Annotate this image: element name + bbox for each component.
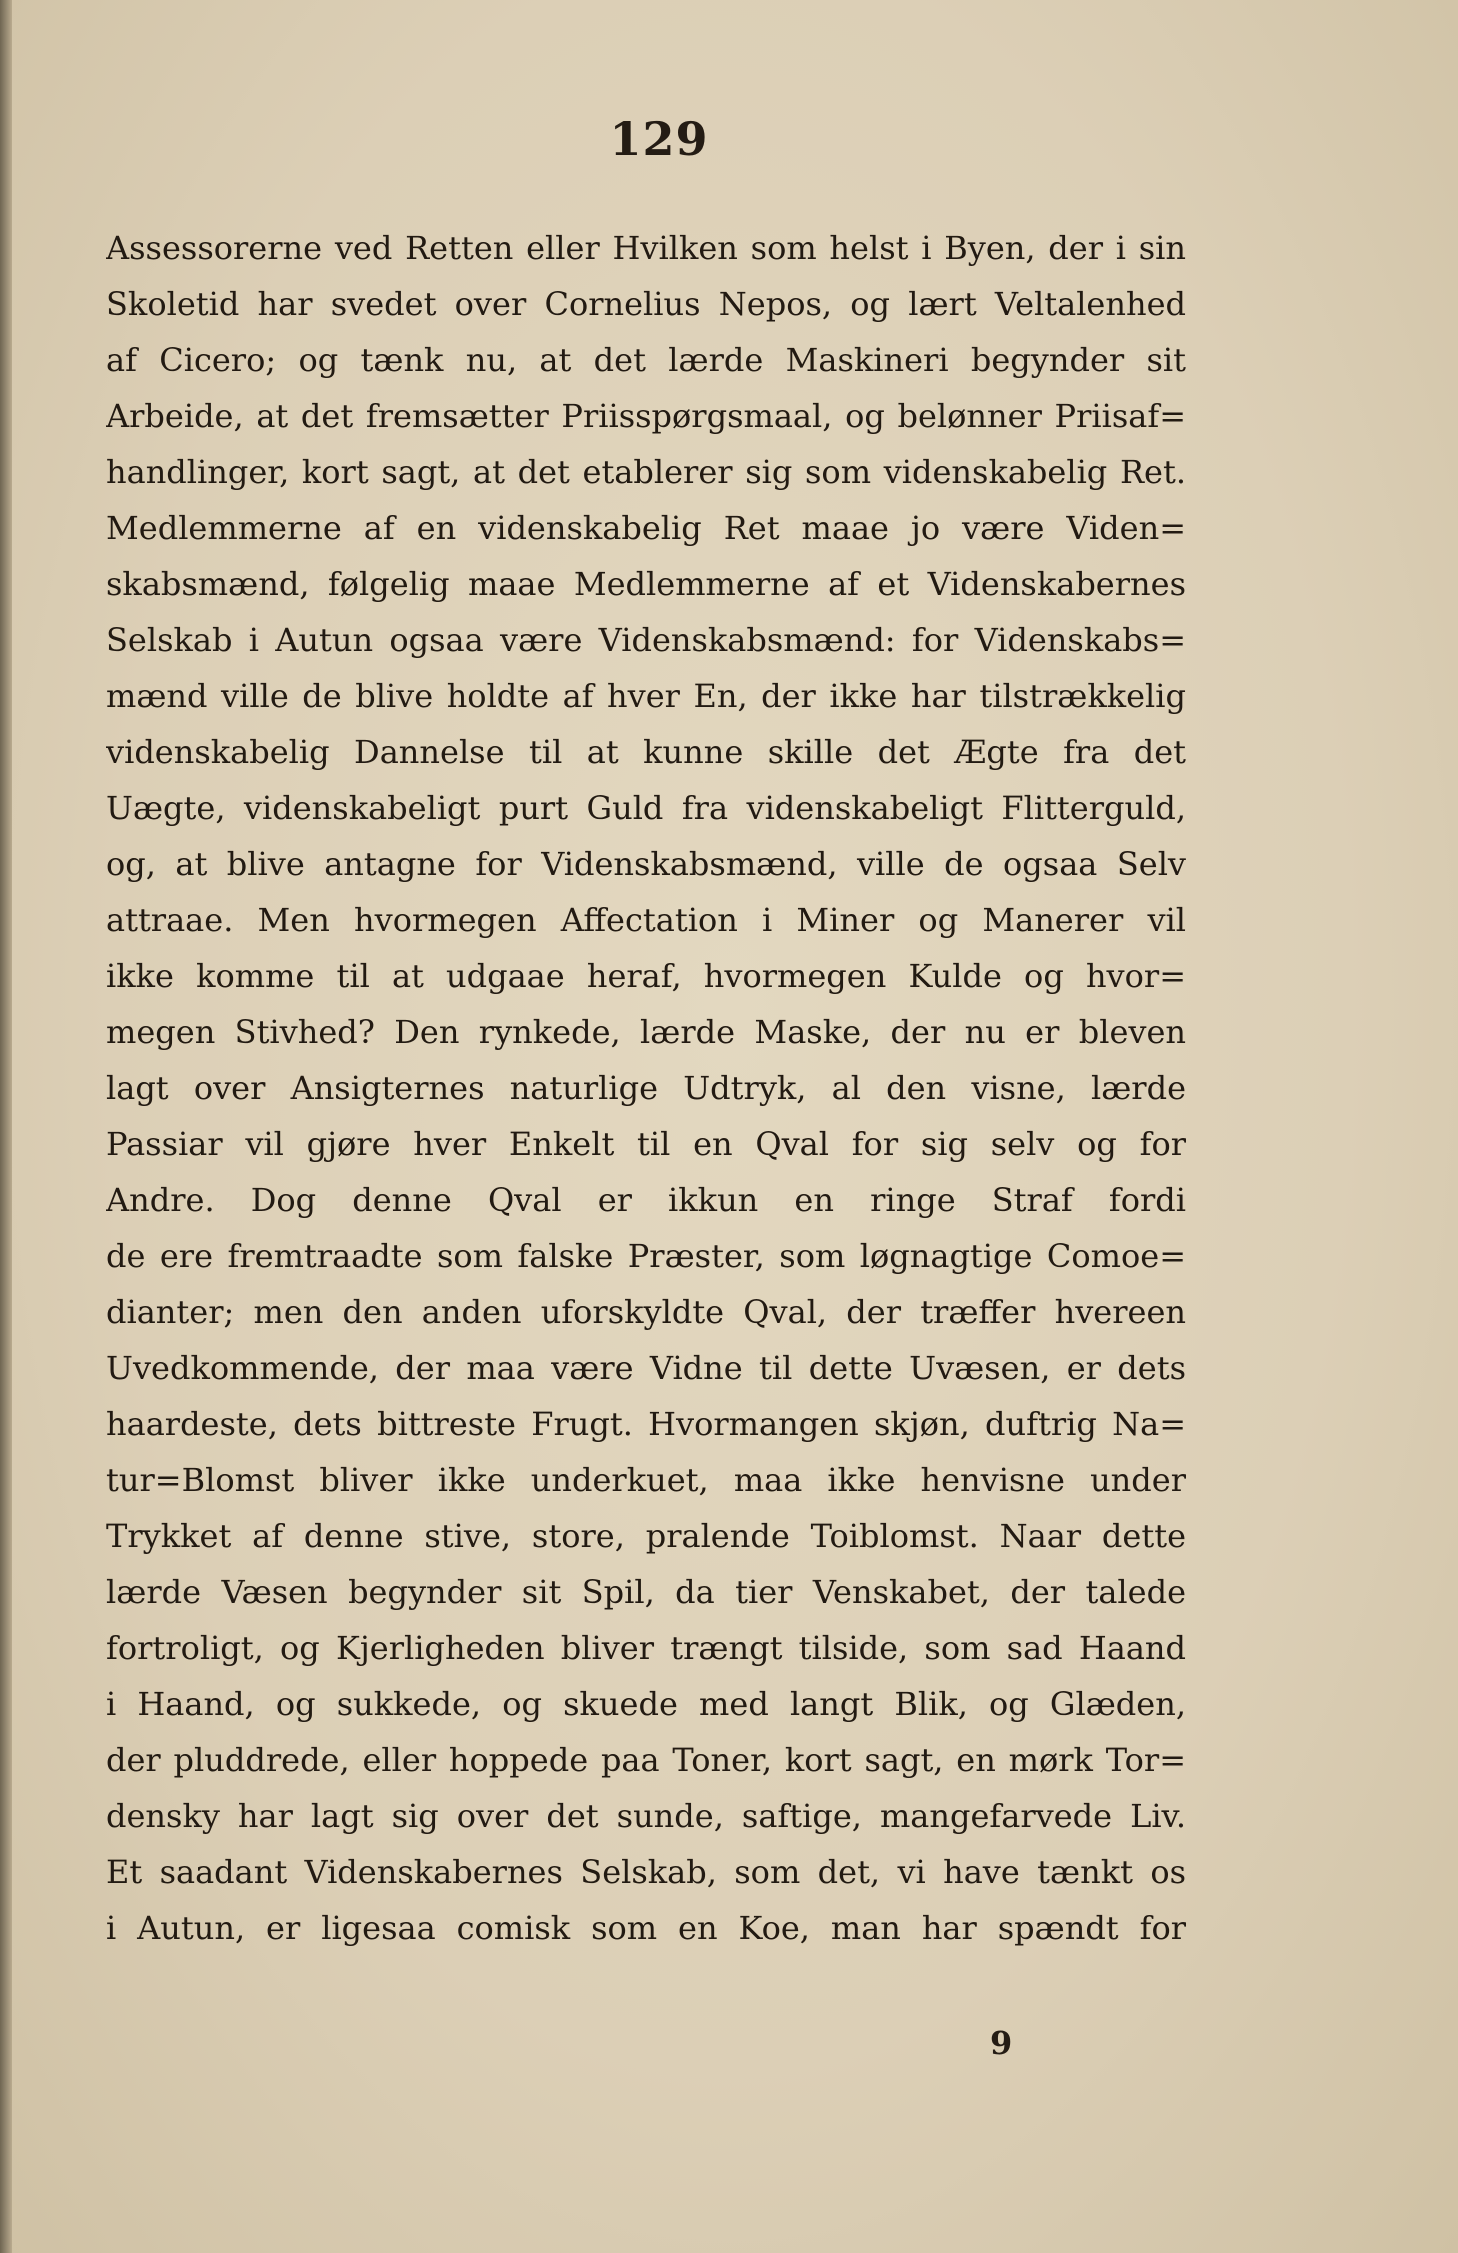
text-line: Arbeide, at det fremsætter Priisspørgsmaal, og belønner Priisaf= <box>106 397 1186 435</box>
page-binding-edge <box>0 0 12 2253</box>
text-line: mænd ville de blive holdte af hver En, der ikke har tilstrækkelig <box>106 677 1186 715</box>
text-line: haardeste, dets bittreste Frugt. Hvormangen skjøn, duftrig Na= <box>106 1405 1186 1443</box>
text-line: Et saadant Videnskabernes Selskab, som det, vi have tænkt os <box>106 1853 1186 1891</box>
text-line: megen Stivhed? Den rynkede, lærde Maske, der nu er bleven <box>106 1013 1186 1051</box>
text-line: Andre. Dog denne Qval er ikkun en ringe Straf fordi <box>106 1181 1186 1219</box>
text-line: dianter; men den anden uforskyldte Qval, der træffer hvereen <box>106 1293 1186 1331</box>
text-line: og, at blive antagne for Videnskabsmænd, ville de ogsaa Selv <box>106 845 1186 883</box>
text-line: densky har lagt sig over det sunde, saftige, mangefarvede Liv. <box>106 1797 1186 1835</box>
text-line: Medlemmerne af en videnskabelig Ret maae jo være Viden= <box>106 509 1186 547</box>
text-line: fortroligt, og Kjerligheden bliver trængt tilside, som sad Haand <box>106 1629 1186 1667</box>
text-line: Uægte, videnskabeligt purt Guld fra videnskabeligt Flitterguld, <box>106 789 1186 827</box>
text-line: ikke komme til at udgaae heraf, hvormegen Kulde og hvor= <box>106 957 1186 995</box>
text-line: videnskabelig Dannelse til at kunne skille det Ægte fra det <box>106 733 1186 771</box>
signature-mark: 9 <box>990 2024 1013 2062</box>
text-line: tur=Blomst bliver ikke underkuet, maa ikke henvisne under <box>106 1461 1186 1499</box>
text-line: lærde Væsen begynder sit Spil, da tier Venskabet, der talede <box>106 1573 1186 1611</box>
text-line: Trykket af denne stive, store, pralende Toiblomst. Naar dette <box>106 1517 1186 1555</box>
text-line: de ere fremtraadte som falske Præster, som løgnagtige Comoe= <box>106 1237 1186 1275</box>
text-line: i Autun, er ligesaa comisk som en Koe, man har spændt for <box>106 1909 1186 1947</box>
text-line: af Cicero; og tænk nu, at det lærde Maskineri begynder sit <box>106 341 1186 379</box>
text-line: handlinger, kort sagt, at det etablerer sig som videnskabelig Ret. <box>106 453 1186 491</box>
text-line: der pluddrede, eller hoppede paa Toner, kort sagt, en mørk Tor= <box>106 1741 1186 1779</box>
text-line: Skoletid har svedet over Cornelius Nepos, og lært Veltalenhed <box>106 285 1186 323</box>
text-line: Uvedkommende, der maa være Vidne til dette Uvæsen, er dets <box>106 1349 1186 1387</box>
body-text <box>106 220 1186 1956</box>
text-line: Passiar vil gjøre hver Enkelt til en Qval for sig selv og for <box>106 1125 1186 1163</box>
page-number: 129 <box>609 112 709 166</box>
text-line: i Haand, og sukkede, og skuede med langt Blik, og Glæden, <box>106 1685 1186 1723</box>
text-line: skabsmænd, følgelig maae Medlemmerne af et Videnskabernes <box>106 565 1186 603</box>
text-line: lagt over Ansigternes naturlige Udtryk, al den visne, lærde <box>106 1069 1186 1107</box>
text-line: Selskab i Autun ogsaa være Videnskabsmænd: for Videnskabs= <box>106 621 1186 659</box>
text-line: attraae. Men hvormegen Affectation i Miner og Manerer vil <box>106 901 1186 939</box>
text-line: Assessorerne ved Retten eller Hvilken som helst i Byen, der i sin <box>106 229 1186 267</box>
